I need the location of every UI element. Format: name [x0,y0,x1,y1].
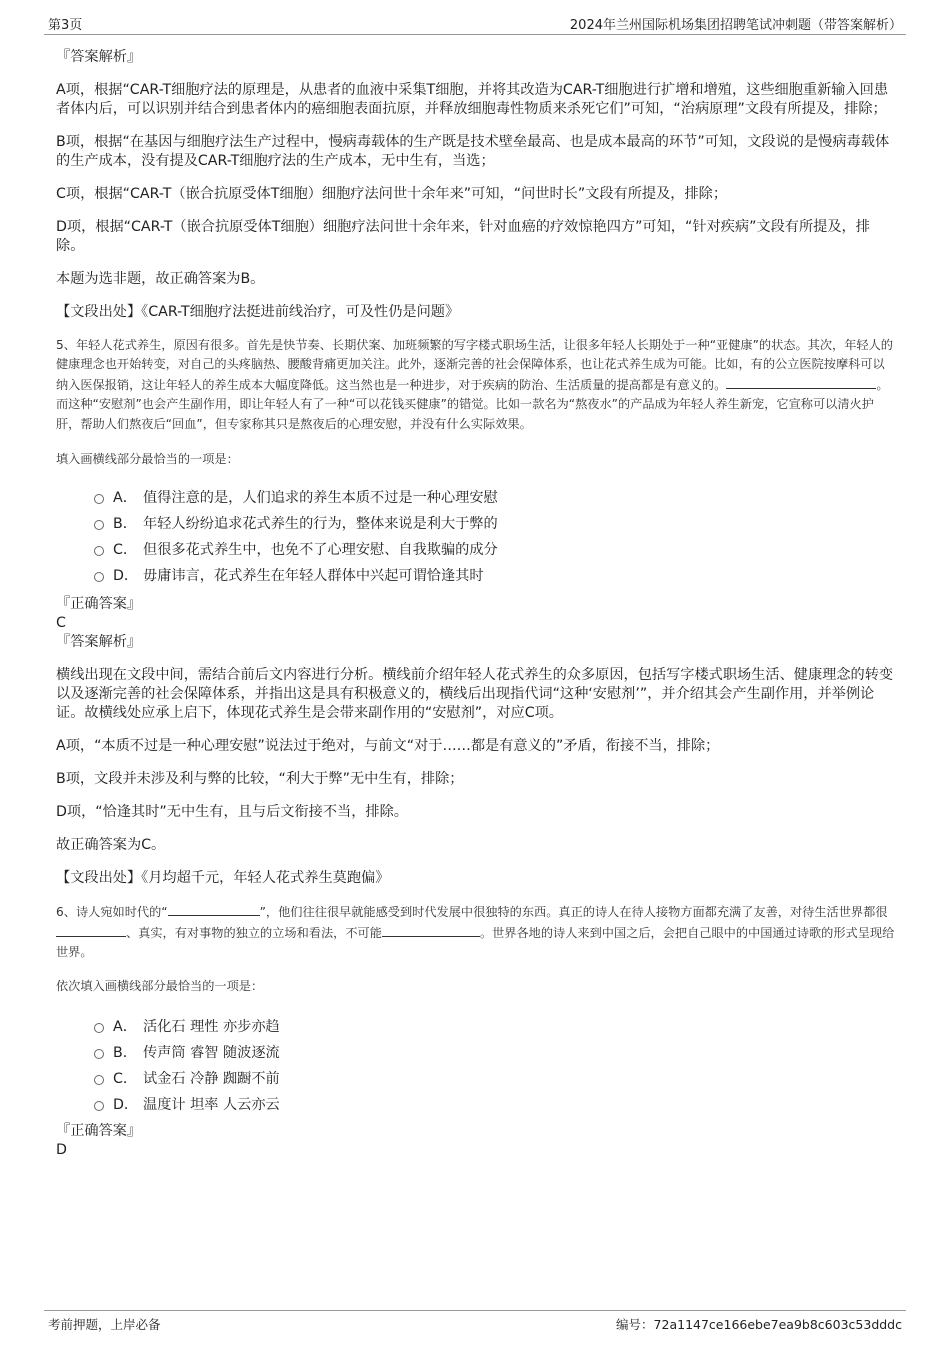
footer-id: 编号：72a1147ce166ebe7ea9b8c603c53dddc [616,1317,902,1332]
q5-option-a[interactable]: A． 值得注意的是，人们追求的养生本质不过是一种心理安慰 [94,485,896,511]
q6-blank-3 [382,923,480,937]
q5-stem-after: 。而这种“安慰剂”也会产生副作用，即让年轻人有了一种“可以花钱买健康”的错觉。比如一款名为“熬夜水”的产品成为年轻人养生新宠，它宣称可以清火护肝，帮助人们熬夜后“回血”，但专家称其只是熬夜后的心理安慰，并没有什么实际效果。 [56,377,889,431]
footer-slogan: 考前押题，上岸必备 [48,1317,161,1332]
q5-analysis-a: A项，“本质不过是一种心理安慰”说法过于绝对，与前文“对于……都是有意义的”矛盾，衔接不当，排除； [56,738,720,755]
q5-stem-before: 5、年轻人花式养生，原因有很多。首先是快节奏、长期伏案、加班频繁的写字楼式职场生活，让很多年轻人长期处于一种“亚健康”的状态。其次，年轻人的健康理念也开始转变，对自己的头疼脑热、腰酸背痛更加关注。此外，逐渐完善的社会保障体系，也让花式养生成为可能。比如，有的公立医院按摩科可以纳入医保报销，这让年轻人的养生成本大幅度降低。这当然也是一种进步，对于疾病的防治、生活质量的提高都是有意义的。 [56,338,893,392]
radio-icon[interactable] [94,1075,104,1085]
radio-icon[interactable] [94,1049,104,1059]
radio-icon[interactable] [94,1023,104,1033]
q5-analysis-label: 『答案解析』 [56,634,142,651]
q5-option-b[interactable]: B． 年轻人纷纷追求花式养生的行为，整体来说是利大于弊的 [94,511,896,537]
q5-options [94,485,896,589]
radio-icon[interactable] [94,494,104,504]
q4-analysis-c: C项，根据“CAR-T（嵌合抗原受体T细胞）细胞疗法问世十余年来”可知，“问世时长”文段有所提及，排除； [56,186,728,202]
radio-icon[interactable] [94,546,104,556]
q6-option-b[interactable]: B． 传声筒 睿智 随波逐流 [94,1040,896,1066]
q5-option-c[interactable]: C． 但很多花式养生中，也免不了心理安慰、自我欺骗的成分 [94,537,896,563]
q5-stem [56,336,896,434]
radio-icon[interactable] [94,1101,104,1111]
q6-answer-label: 『正确答案』 [56,1123,142,1140]
q6-option-a[interactable]: A． 活化石 理性 亦步亦趋 [94,1014,896,1040]
q5-answer-label: 『正确答案』 [56,596,142,613]
q4-conclusion: 本题为选非题，故正确答案为B。 [56,271,265,287]
q6-option-c[interactable]: C． 试金石 冷静 踟蹰不前 [94,1066,896,1092]
q6-stem: 6、诗人宛如时代的“ ”，他们往往很早就能感受到时代发展中很独特的东西。真正的诗人在待人接物方面都充满了友善，对待生活世界都很、真实，有对事物的独立的立场和看法，不可能 。世界各地的诗人来到中国之后，会把自己眼中的中国通过诗歌的形式呈现给世界。 [56,902,896,962]
page-footer [44,1310,906,1337]
q6-blank-2 [56,923,126,937]
page-header [44,12,906,35]
q4-analysis-b: B项，根据“在基因与细胞疗法生产过程中，慢病毒载体的生产既是技术壁垒最高、也是成本最高的环节”可知，文段说的是慢病毒载体的生产成本，没有提及CAR-T细胞疗法的生产成本，无中生有，当选； [56,134,890,169]
q5-analysis-d: D项，“恰逢其时”无中生有，且与后文衔接不当，排除。 [56,804,408,821]
q5-source: 【文段出处】《月均超千元，年轻人花式养生莫跑偏》 [56,870,390,887]
q4-analysis-d: D项，根据“CAR-T（嵌合抗原受体T细胞）细胞疗法问世十余年来，针对血癌的疗效惊艳四方”可知，“针对疾病”文段有所提及，排除。 [56,219,870,254]
q5-answer: C [56,615,66,632]
q4-analysis-label: 『答案解析』 [56,49,142,65]
q6-option-d[interactable]: D． 温度计 坦率 人云亦云 [94,1092,896,1118]
q5-blank [726,375,876,389]
page-number: 第3页 [48,18,83,33]
q6-blank-1 [168,902,260,916]
q6-answer: D [56,1142,67,1159]
q5-analysis: 横线出现在文段中间，需结合前后文内容进行分析。横线前介绍年轻人花式养生的众多原因，包括写字楼式职场生活、健康理念的转变以及逐渐完善的社会保障体系，并指出这是具有积极意义的，横线后出现指代词“这种‘安慰剂’”，并介绍其会产生副作用，并举例论证。故横线处应承上启下，体现花式养生是会带来副作用的“安慰剂”，对应C项。 [56,667,894,722]
q4-analysis-a: A项，根据“CAR-T细胞疗法的原理是，从患者的血液中采集T细胞，并将其改造为CAR-T细胞进行扩增和增殖，这些细胞重新输入回患者体内后，可以识别并结合到患者体内的癌细胞表面抗原，并释放细胞毒性物质来杀死它们”可知，“治病原理”文段有所提及，排除； [56,82,889,117]
q6-prompt: 依次填入画横线部分最恰当的一项是： [56,978,264,993]
q4-source: 【文段出处】《CAR-T细胞疗法挺进前线治疗，可及性仍是问题》 [56,304,460,320]
q5-analysis-b: B项，文段并未涉及利与弊的比较，“利大于弊”无中生有，排除； [56,771,464,788]
radio-icon[interactable] [94,572,104,582]
page-content [56,45,896,1160]
q6-options [94,1014,896,1118]
q5-prompt: 填入画横线部分最恰当的一项是： [56,452,239,467]
document-title: 2024年兰州国际机场集团招聘笔试冲刺题（带答案解析） [569,18,902,33]
radio-icon[interactable] [94,520,104,530]
q5-conclusion: 故正确答案为C。 [56,837,166,854]
q5-option-d[interactable]: D． 毋庸讳言，花式养生在年轻人群体中兴起可谓恰逢其时 [94,563,896,589]
